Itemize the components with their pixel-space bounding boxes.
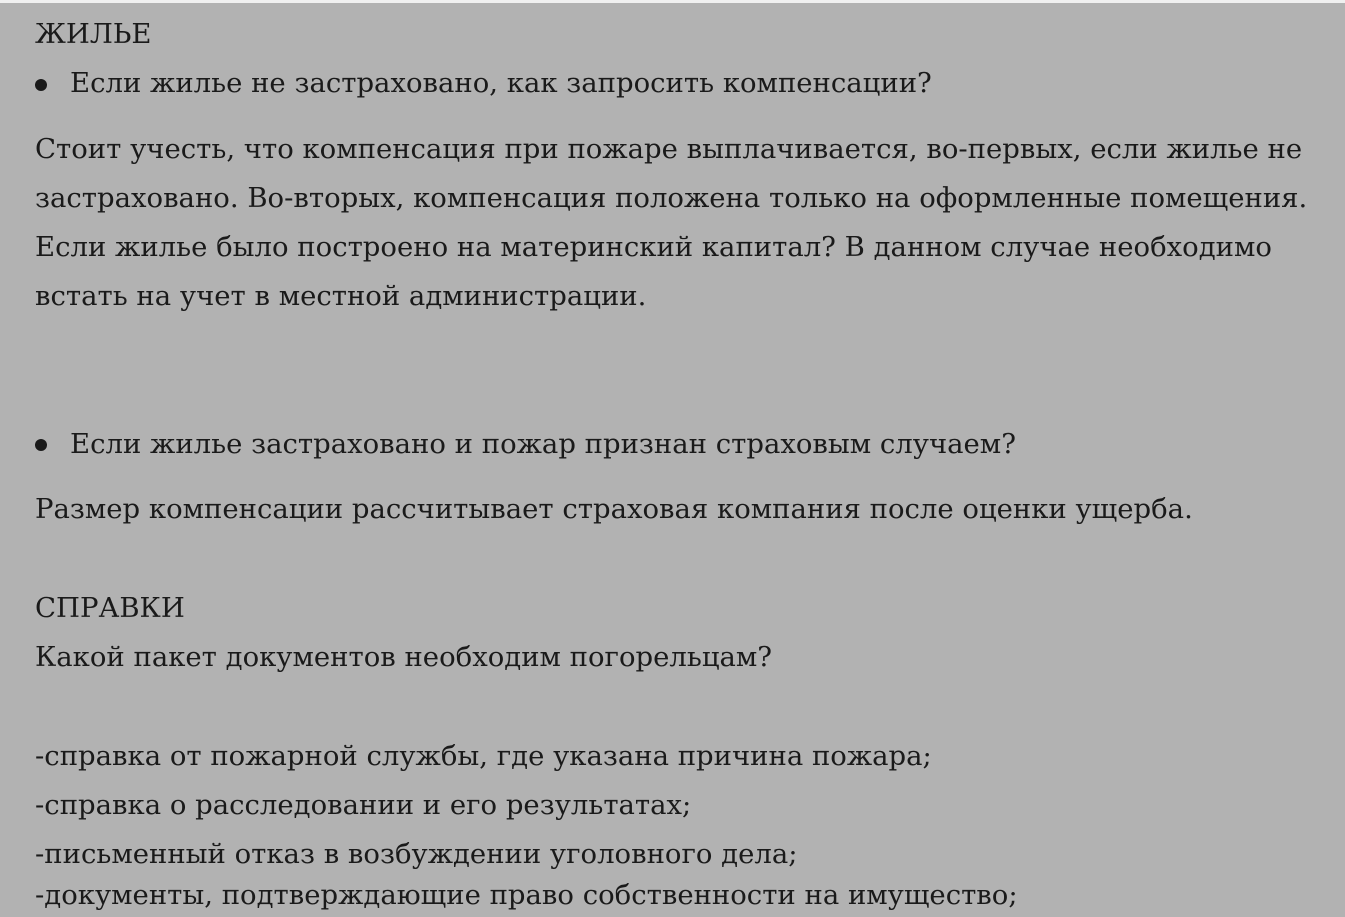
documents-question: Какой пакет документов необходим погорельцам? xyxy=(35,641,773,673)
question-uninsured: Если жилье не застраховано, как запросить компенсации? xyxy=(70,67,932,99)
section-heading-certificates: СПРАВКИ xyxy=(35,592,185,624)
answer-uninsured-line: Если жилье было построено на материнский капитал? В данном случае необходимо xyxy=(35,231,1272,263)
bullet-icon xyxy=(35,79,47,91)
list-item: -документы, подтверждающие право собственности на имущество; xyxy=(35,879,1018,911)
section-heading-housing: ЖИЛЬЕ xyxy=(35,18,152,50)
list-item: -справка о расследовании и его результатах; xyxy=(35,789,692,821)
question-insured: Если жилье застраховано и пожар признан страховым случаем? xyxy=(70,428,1016,460)
top-edge xyxy=(0,0,1345,3)
answer-uninsured-line: встать на учет в местной администрации. xyxy=(35,280,647,312)
bullet-icon xyxy=(35,439,47,451)
answer-insured: Размер компенсации рассчитывает страховая компания после оценки ущерба. xyxy=(35,493,1193,525)
answer-uninsured-line: Стоит учесть, что компенсация при пожаре выплачивается, во-первых, если жилье не xyxy=(35,133,1303,165)
list-item: -письменный отказ в возбуждении уголовного дела; xyxy=(35,838,798,870)
answer-uninsured-line: застраховано. Во-вторых, компенсация положена только на оформленные помещения. xyxy=(35,182,1308,214)
list-item: -справка от пожарной службы, где указана причина пожара; xyxy=(35,740,932,772)
